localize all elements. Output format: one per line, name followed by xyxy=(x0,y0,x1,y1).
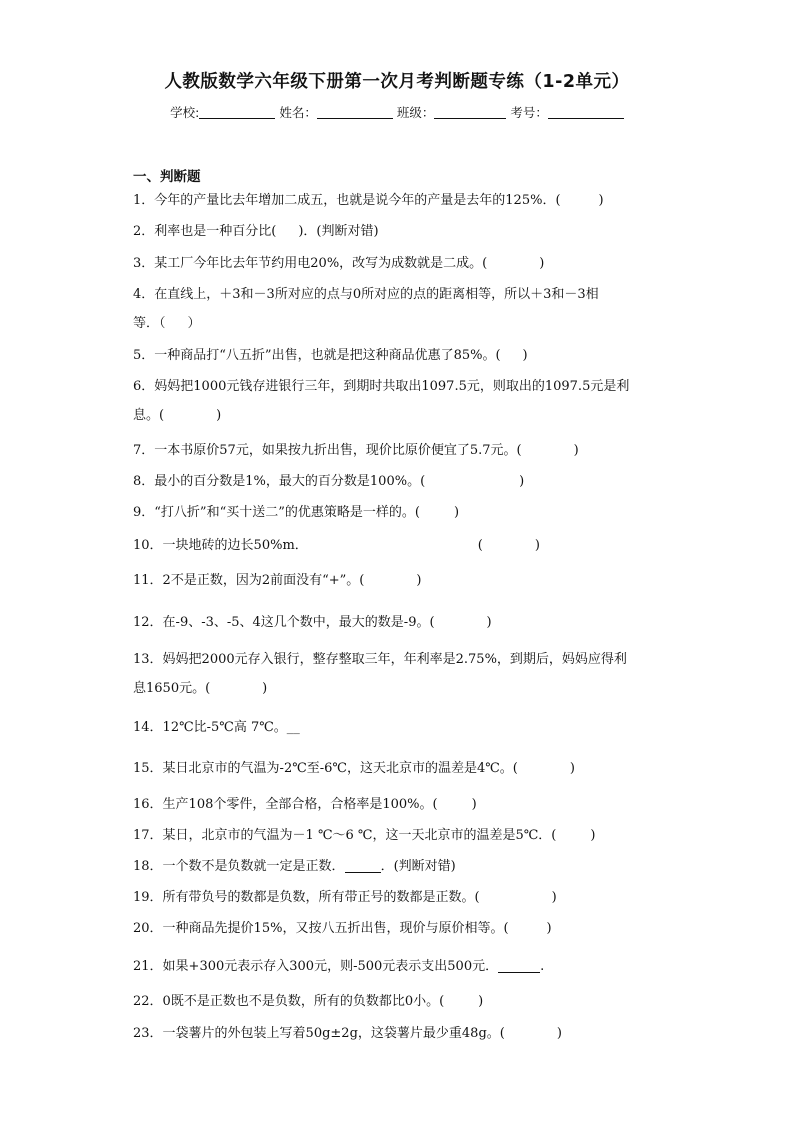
answer-blank[interactable] xyxy=(498,958,540,973)
question-end: ) xyxy=(539,256,545,271)
question-text: 一个数不是负数就一定是正数． xyxy=(162,859,345,874)
question-number: 9． xyxy=(133,505,155,520)
answer-blank[interactable] xyxy=(345,858,381,873)
question-number: 16． xyxy=(133,797,163,812)
question-text: “打八折”和“买十送二”的优惠策略是一样的。( xyxy=(154,505,420,520)
question-15 xyxy=(133,756,673,781)
question-end: ) xyxy=(471,797,477,812)
question-number: 10． xyxy=(133,538,163,553)
question-18 xyxy=(133,854,673,879)
question-4 xyxy=(133,280,673,338)
question-6 xyxy=(133,372,673,430)
question-number: 12． xyxy=(133,615,163,630)
question-end: ) xyxy=(453,505,460,520)
question-number: 4． xyxy=(133,287,155,302)
question-text: 妈妈把1000元钱存进银行三年，到期时共取出1097.5元，则取出的1097.5元是利 xyxy=(154,379,630,394)
question-text: 12℃比-5℃高 7℃。 xyxy=(162,720,287,735)
question-text: 某工厂今年比去年节约用电20%，改写为成数就是二成。( xyxy=(154,256,488,271)
question-number: 13． xyxy=(133,652,163,667)
question-number: 21． xyxy=(133,959,163,974)
question-end: ) xyxy=(551,890,557,905)
question-text: 今年的产量比去年增加二成五，也就是说今年的产量是去年的125%．( xyxy=(154,193,561,208)
question-text: 生产108个零件，全部合格，合格率是100%。( xyxy=(162,797,438,812)
question-text-cont: 息1650元。( xyxy=(133,681,211,696)
question-number: 2． xyxy=(133,224,155,239)
question-number: 15． xyxy=(133,761,163,776)
question-20 xyxy=(133,916,673,941)
question-text: 在直线上，＋3和－3所对应的点与0所对应的点的距离相等，所以＋3和－3相 xyxy=(154,287,599,302)
question-number: 14． xyxy=(133,720,163,735)
class-label: 班级： xyxy=(396,105,435,120)
question-number: 18． xyxy=(133,859,163,874)
question-13 xyxy=(133,645,673,703)
question-end: . xyxy=(540,959,545,974)
question-end: ) xyxy=(416,573,422,588)
question-2 xyxy=(133,219,673,244)
question-text: 如果+300元表示存入300元，则-500元表示支出500元． xyxy=(162,959,499,974)
question-end: ) xyxy=(598,193,604,208)
section-heading: 一、判断题 xyxy=(133,169,201,185)
question-8 xyxy=(133,469,673,494)
student-info-bar xyxy=(0,103,794,121)
question-end: ) xyxy=(262,681,268,696)
question-10 xyxy=(133,533,673,558)
question-end: ) xyxy=(590,828,596,843)
question-23 xyxy=(133,1021,673,1046)
question-text-cont: 等．（ xyxy=(133,316,166,331)
question-text: 一袋薯片的外包装上写着50g±2g，这袋薯片最少重48g。( xyxy=(162,1026,505,1041)
school-blank[interactable] xyxy=(199,104,275,119)
question-text: 某日，北京市的气温为－1 ℃～6 ℃，这一天北京市的温差是5℃．( xyxy=(162,828,557,843)
question-end: ) xyxy=(486,615,492,630)
question-17 xyxy=(133,823,673,848)
question-number: 6． xyxy=(133,379,155,394)
question-end: ) xyxy=(519,474,525,489)
question-end: ) xyxy=(478,994,484,1009)
question-end: ) xyxy=(573,443,579,458)
question-text: 一本书原价57元，如果按九折出售，现价比原价便宜了5.7元。( xyxy=(154,443,522,458)
question-3 xyxy=(133,251,673,276)
question-16 xyxy=(133,792,673,817)
question-number: 8． xyxy=(133,474,155,489)
question-end: ) xyxy=(569,761,575,776)
question-number: 22． xyxy=(133,994,163,1009)
exam-number-label: 考号： xyxy=(510,105,548,120)
question-end: ) xyxy=(556,1026,562,1041)
question-end: ) xyxy=(522,348,528,363)
question-end: ) xyxy=(546,921,552,936)
question-number: 1． xyxy=(133,193,155,208)
question-number: 17． xyxy=(133,828,163,843)
question-text: 一种商品先提价15%，又按八五折出售，现价与原价相等。( xyxy=(162,921,509,936)
question-text: 0既不是正数也不是负数，所有的负数都比0小。( xyxy=(162,994,445,1009)
question-19 xyxy=(133,885,673,910)
question-end: ） xyxy=(187,316,201,331)
question-22 xyxy=(133,989,673,1014)
question-text: 在-9、-3、-5、4这几个数中，最大的数是-9。( xyxy=(162,615,435,630)
question-11 xyxy=(133,568,673,593)
question-text: 某日北京市的气温为-2℃至-6℃，这天北京市的温差是4℃。( xyxy=(162,761,518,776)
question-end: ) xyxy=(216,408,222,423)
question-number: 7． xyxy=(133,443,155,458)
question-12 xyxy=(133,610,673,635)
question-text: 所有带负号的数都是负数，所有带正号的数都是正数。( xyxy=(162,890,480,905)
question-number: 3． xyxy=(133,256,155,271)
question-5 xyxy=(133,343,673,368)
question-number: 23． xyxy=(133,1026,163,1041)
question-text-cont: 息。( xyxy=(133,408,165,423)
question-text: 最小的百分数是1%，最大的百分数是100%。( xyxy=(154,474,426,489)
question-number: 5． xyxy=(133,348,155,363)
question-number: 19． xyxy=(133,890,163,905)
name-blank[interactable] xyxy=(317,104,393,119)
question-21 xyxy=(133,954,673,979)
question-7 xyxy=(133,438,673,463)
name-label: 姓名： xyxy=(279,105,317,120)
class-blank[interactable] xyxy=(434,104,506,119)
question-9 xyxy=(133,500,673,525)
question-text: 利率也是一种百分比( xyxy=(154,224,277,239)
page-title: 人教版数学六年级下册第一次月考判断题专练（1-2单元） xyxy=(164,72,630,92)
question-end: ．(判断对错) xyxy=(380,859,456,874)
question-1 xyxy=(133,188,673,213)
question-text: 妈妈把2000元存入银行，整存整取三年，年利率是2.75%，到期后，妈妈应得利 xyxy=(162,652,627,667)
question-text: 2不是正数，因为2前面没有“+”。( xyxy=(162,573,365,588)
question-text: 一种商品打“八五折”出售，也就是把这种商品优惠了85%。( xyxy=(154,348,501,363)
question-number: 11． xyxy=(133,573,163,588)
question-end: ( ) xyxy=(477,538,540,553)
exam-number-blank[interactable] xyxy=(548,104,624,119)
question-text: 一块地砖的边长50%m． xyxy=(162,538,308,553)
answer-blank[interactable]: __ xyxy=(286,720,300,735)
question-end: )．(判断对错) xyxy=(298,224,379,239)
question-14 xyxy=(133,715,673,740)
question-number: 20． xyxy=(133,921,163,936)
school-label: 学校: xyxy=(170,105,200,120)
